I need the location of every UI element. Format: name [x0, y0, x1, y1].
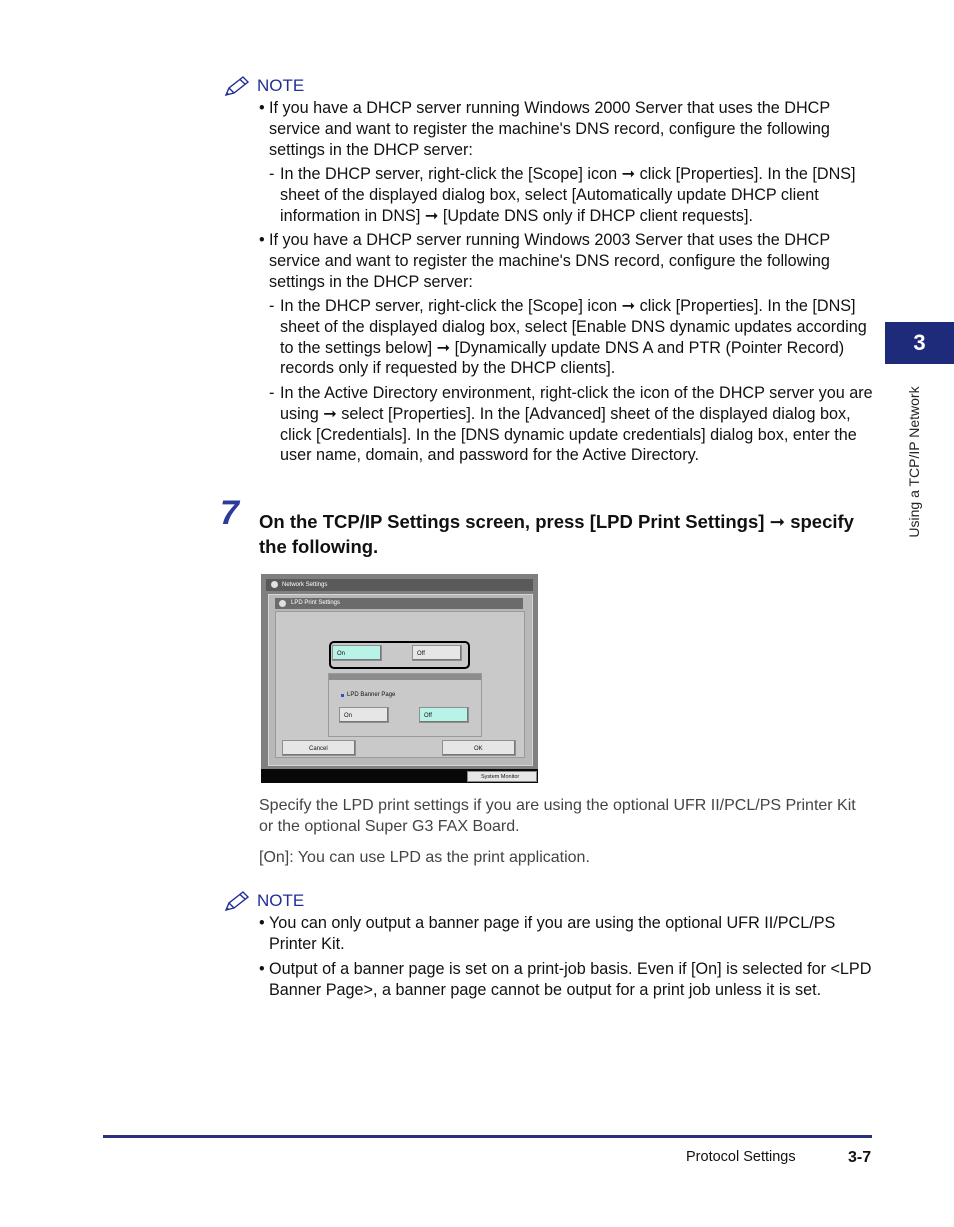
note-item: If you have a DHCP server running Windows 2003 Server that uses the DHCP service and want to register the machine's DNS record, configure the following settings in the DHCP server:: [269, 231, 830, 291]
settings-icon: [279, 600, 286, 607]
note-subitem: In the DHCP server, right-click the [Scope] icon ➞ click [Properties]. In the [DNS] sheet of the displayed dialog box, select [Automatically update DHCP client information in DNS] ➞ [Update DNS only if DHCP client requests].: [280, 165, 856, 225]
note-bullet-marker: •: [259, 960, 265, 978]
banner-page-label: LPD Banner Page: [347, 692, 396, 698]
note-item: Output of a banner page is set on a print-job basis. Even if [On] is selected for <LPD Banner Page>, a banner page cannot be output for a print job unless it is set.: [269, 960, 872, 999]
note-header: [223, 889, 304, 913]
chapter-tab: 3: [885, 322, 954, 364]
page-number: 3-7: [848, 1149, 872, 1166]
note-subitem: In the DHCP server, right-click the [Scope] icon ➞ click [Properties]. In the [DNS] sheet of the displayed dialog box, select [Enable DNS dynamic updates according to the settings below] ➞ [Dynamically update DNS A and PTR (Pointer Record) records only if requested by the DHCP clients].: [280, 297, 867, 378]
note-subitem: In the Active Directory environment, right-click the icon of the DHCP server you are using ➞ select [Properties]. In the [Advanced] sheet of the displayed dialog box, click [Credentials]. In the [DNS dynamic update credentials] dialog box, enter the user name, domain, and password for the Active Directory.: [280, 384, 873, 465]
bullet-icon: [341, 694, 344, 697]
window-title-bar: [266, 579, 533, 591]
on-option-description: [On]: You can use LPD as the print application.: [259, 849, 590, 866]
system-monitor-button[interactable]: System Monitor: [467, 771, 537, 782]
note-bullet-marker: •: [259, 914, 265, 932]
banner-off-button[interactable]: Off: [419, 707, 469, 723]
dialog-title: LPD Print Settings: [291, 600, 341, 606]
chapter-title: Using a TCP/IP Network: [906, 386, 922, 538]
note-dash-marker: -: [269, 384, 275, 402]
lpd-settings-screenshot: [261, 574, 538, 783]
note-item: You can only output a banner page if you are using the optional UFR II/PCL/PS Printer Kit.: [269, 914, 836, 953]
panel-header-bar: [329, 674, 481, 680]
dialog-title-bar: [275, 598, 523, 609]
note-dash-marker: -: [269, 297, 275, 315]
note-dash-marker: -: [269, 165, 275, 183]
step-instruction: On the TCP/IP Settings screen, press [LPD Print Settings] ➞ specify the following.: [259, 511, 854, 557]
lpd-off-button[interactable]: Off: [412, 645, 462, 661]
note-header: [223, 74, 304, 98]
lpd-on-button[interactable]: On: [332, 645, 382, 661]
note-label: NOTE: [257, 891, 305, 910]
banner-on-button[interactable]: On: [339, 707, 389, 723]
note-bullet-marker: •: [259, 231, 265, 249]
note-bullet-marker: •: [259, 99, 265, 117]
description-paragraph: Specify the LPD print settings if you are using the optional UFR II/PCL/PS Printer Kit or the optional Super G3 FAX Board.: [259, 797, 856, 835]
note-label: NOTE: [257, 76, 305, 95]
status-bar: [261, 769, 538, 783]
note-item: If you have a DHCP server running Windows 2000 Server that uses the DHCP service and want to register the machine's DNS record, configure the following settings in the DHCP server:: [269, 99, 830, 159]
banner-page-panel: [328, 673, 482, 737]
window-title: Network Settings: [282, 582, 328, 588]
network-icon: [271, 581, 278, 588]
pencil-icon: [223, 889, 251, 913]
dialog-frame: [268, 594, 533, 766]
footer-rule: [103, 1135, 872, 1138]
ok-button[interactable]: OK: [442, 740, 516, 756]
cancel-button[interactable]: Cancel: [282, 740, 356, 756]
dialog-content: [275, 611, 525, 758]
pencil-icon: [223, 74, 251, 98]
step-number: 7: [220, 494, 239, 532]
footer-section-title: Protocol Settings: [686, 1149, 796, 1165]
